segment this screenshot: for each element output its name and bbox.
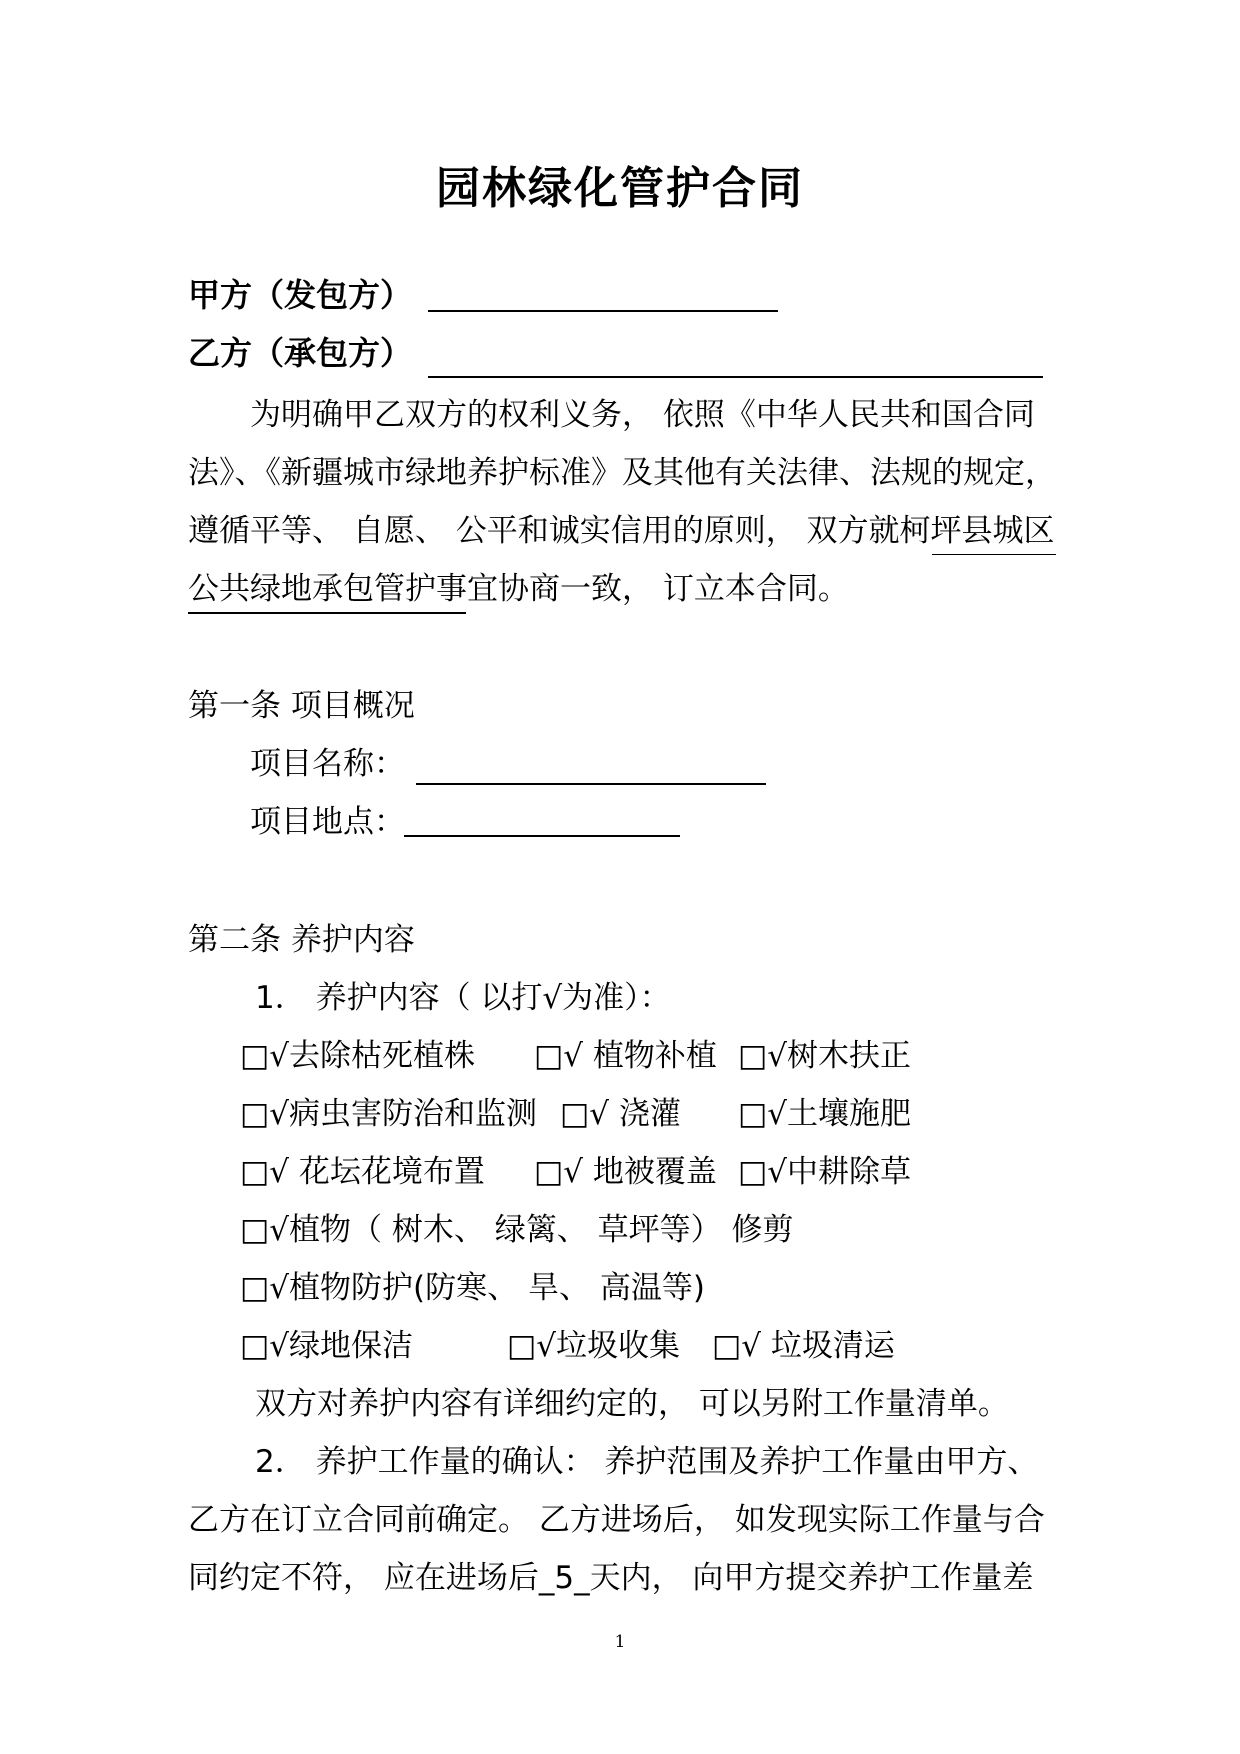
preamble-line-4: 公共绿地承包管护事宜协商一致， 订立本合同。 [188, 571, 849, 607]
detail-note: 双方对养护内容有详细约定的， 可以另附工作量清单。 [255, 1386, 1009, 1422]
maintenance-item-2-line-3: 同约定不符， 应在进场后_5_天内， 向甲方提交养护工作量差 [188, 1560, 1034, 1596]
article-2-heading: 第二条 养护内容 [188, 922, 415, 958]
checkbox-plant-protection: □√植物防护(防寒、 旱、 高温等) [240, 1270, 705, 1306]
checkbox-remove-dead-plants: □√去除枯死植株 [240, 1038, 476, 1074]
checkbox-replanting: □√ 植物补植 [534, 1038, 717, 1074]
page-number: 1 [614, 1632, 626, 1652]
checkbox-pest-control: □√病虫害防治和监测 [240, 1096, 538, 1132]
document-title: 园林绿化管护合同 [436, 163, 804, 214]
checkbox-fertilizing: □√土壤施肥 [738, 1096, 912, 1132]
preamble-line-2: 法》、《新疆城市绿地养护标准》及其他有关法律、法规的规定， [188, 455, 1056, 491]
maintenance-item-2-line-2: 乙方在订立合同前确定。 乙方进场后， 如发现实际工作量与合 [188, 1502, 1045, 1538]
preamble-underline-1 [932, 554, 1056, 555]
checkbox-ground-cover: □√ 地被覆盖 [534, 1154, 717, 1190]
maintenance-item-2-line-1: 2． 养护工作量的确认： 养护范围及养护工作量由甲方、 [255, 1444, 1039, 1480]
preamble-line-1: 为明确甲乙双方的权利义务， 依照《中华人民共和国合同 [250, 397, 1035, 433]
project-name-label: 项目名称： [250, 746, 405, 782]
checkbox-tree-straightening: □√树木扶正 [738, 1038, 912, 1074]
checkbox-garbage-removal: □√ 垃圾清运 [712, 1328, 895, 1364]
checkbox-green-space-cleaning: □√绿地保洁 [240, 1328, 414, 1364]
party-b-blank [428, 376, 1043, 378]
article-1-heading: 第一条 项目概况 [188, 688, 415, 724]
preamble-line-3: 遵循平等、 自愿、 公平和诚实信用的原则， 双方就柯坪县城区 [188, 513, 1055, 549]
checkbox-garbage-collection: □√垃圾收集 [507, 1328, 681, 1364]
project-name-blank [416, 783, 766, 785]
project-location-label: 项目地点： [250, 804, 405, 840]
party-b-label: 乙方（承包方） [188, 334, 413, 372]
maintenance-item-1-title: 1． 养护内容（ 以打√为准）： [255, 980, 671, 1016]
preamble-underline-2 [188, 612, 466, 614]
checkbox-flower-beds: □√ 花坛花境布置 [240, 1154, 485, 1190]
party-a-label: 甲方（发包方） [188, 276, 413, 314]
project-location-blank [404, 835, 680, 837]
party-a-blank [428, 310, 778, 312]
checkbox-irrigation: □√ 浇灌 [560, 1096, 681, 1132]
checkbox-weeding: □√中耕除草 [738, 1154, 912, 1190]
checkbox-pruning: □√植物（ 树木、 绿篱、 草坪等） 修剪 [240, 1212, 794, 1248]
